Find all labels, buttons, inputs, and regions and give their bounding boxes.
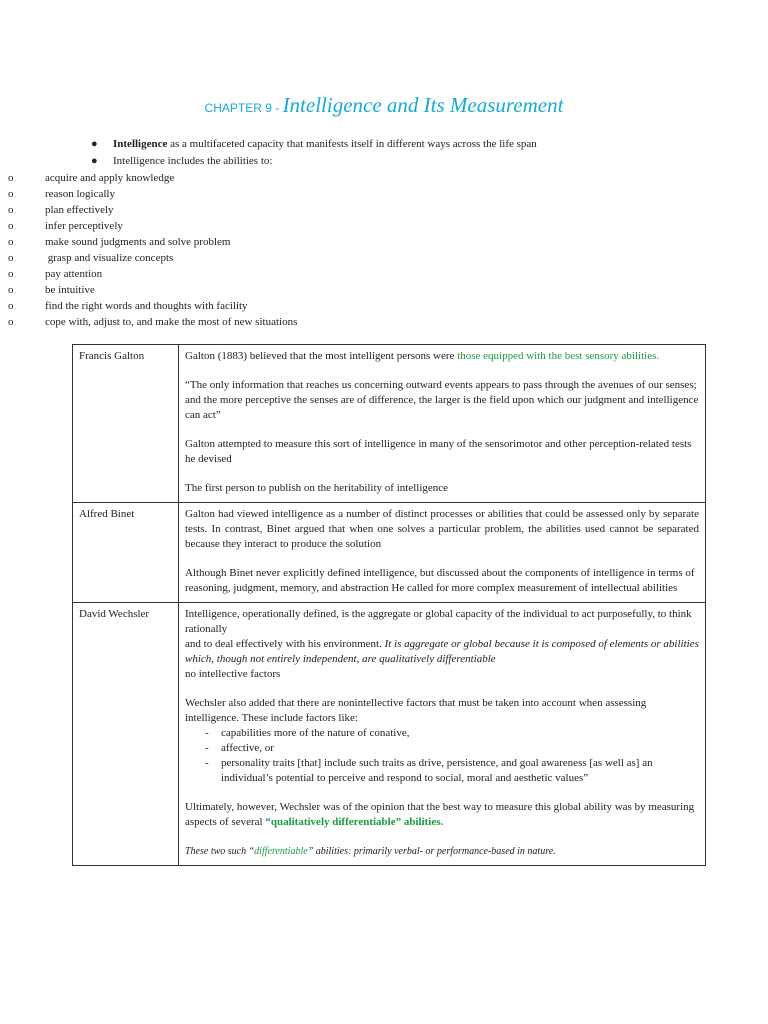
chapter-label: CHAPTER 9 - (204, 101, 283, 115)
intro-bullets (91, 136, 731, 170)
circle-bullet-icon: o (8, 204, 14, 216)
factor-item (195, 726, 699, 741)
bullet-icon: ● (91, 138, 98, 150)
theorist-name: David Wechsler (73, 603, 179, 866)
paragraph-text: ” abilities (307, 846, 348, 857)
paragraph: Although Binet never explicitly defined intelligence, but discussed about the components of intelligence in terms of reasoning, judgment, memory, and abstraction He called for more complex measurement of intellectual abilities (185, 567, 695, 594)
bullet-text: Intelligence includes the abilities to: (113, 155, 273, 167)
ability-item (8, 298, 708, 314)
table-row (73, 603, 706, 866)
paragraph-text: Galton (1883) believed that the most intelligent persons were (185, 350, 458, 362)
ability-text: be intuitive (45, 284, 95, 296)
factor-text: affective, or (221, 742, 274, 754)
paragraph (185, 349, 699, 364)
chapter-title (0, 93, 768, 118)
circle-bullet-icon: o (8, 188, 14, 200)
factor-text: personality traits [that] include such traits as drive, persistence, and goal awareness [as well as] an individual’s potential to perceive and respond to social, moral and aesthetic values” (221, 757, 653, 784)
circle-bullet-icon: o (8, 172, 14, 184)
circle-bullet-icon: o (8, 316, 14, 328)
ability-item (8, 250, 708, 266)
paragraph (185, 844, 699, 859)
paragraph-text: aspects of several (185, 816, 266, 828)
ability-item (8, 234, 708, 250)
chapter-heading: Intelligence and Its Measurement (282, 93, 564, 117)
italic-text: It is aggregate or global because it is composed of elements or abilities which, though not entirely independent, are qualitatively differentiable (185, 638, 699, 665)
ability-text: grasp and visualize concepts (45, 252, 174, 264)
factor-item (195, 756, 699, 786)
ability-item (8, 266, 708, 282)
factor-list (195, 726, 699, 786)
bullet-item (91, 136, 731, 153)
bullet-item (91, 153, 731, 170)
dash-bullet-icon: - (205, 757, 209, 769)
paragraph (185, 607, 699, 682)
paragraph-text: no intellective factors (185, 668, 281, 680)
bullet-text: as a multifaceted capacity that manifests itself in different ways across the life span (167, 138, 537, 150)
dash-bullet-icon: - (205, 727, 209, 739)
theorist-name: Alfred Binet (73, 503, 179, 603)
paragraph-text: and to deal effectively with his environment. (185, 638, 385, 650)
highlight-text: those equipped with the best sensory abilities. (457, 350, 660, 362)
theorist-description (179, 503, 706, 603)
ability-text: reason logically (45, 188, 115, 200)
ability-item (8, 282, 708, 298)
paragraph: Wechsler also added that there are nonintellective factors that must be taken into account when assessing intelligence. These include factors like: (185, 697, 647, 724)
ability-text: cope with, adjust to, and make the most of new situations (45, 316, 298, 328)
circle-bullet-icon: o (8, 300, 14, 312)
ability-text: plan effectively (45, 204, 114, 216)
ability-item (8, 202, 708, 218)
circle-bullet-icon: o (8, 252, 14, 264)
highlight-text: : (347, 846, 352, 857)
theorist-description (179, 603, 706, 866)
theorists-table (72, 344, 706, 866)
bullet-bold: Intelligence (113, 138, 168, 150)
table-row (73, 503, 706, 603)
ability-text: find the right words and thoughts with facility (45, 300, 248, 312)
ability-text: acquire and apply knowledge (45, 172, 175, 184)
bullet-icon: ● (91, 155, 98, 167)
paragraph: Galton had viewed intelligence as a number of distinct processes or abilities that could be assessed only by separate tests. In contrast, Binet argued that when one solves a particular problem, the abilities used cannot be separated because they interact to produce the solution (185, 508, 699, 550)
paragraph-text: Intelligence, operationally defined, is the aggregate or global capacity of the individual to act purposefully, to think rationally (185, 608, 692, 635)
paragraph-text: primarily verbal- or performance-based in nature. (351, 846, 556, 857)
paragraph-text: These two such “ (185, 846, 255, 857)
dash-bullet-icon: - (205, 742, 209, 754)
ability-item (8, 218, 708, 234)
ability-item (8, 314, 708, 330)
circle-bullet-icon: o (8, 268, 14, 280)
paragraph-text: Ultimately, however, Wechsler was of the opinion that the best way to measure this global ability was by measuring (185, 801, 695, 813)
paragraph (185, 800, 699, 830)
circle-bullet-icon: o (8, 236, 14, 248)
ability-text: make sound judgments and solve problem (45, 236, 231, 248)
factor-text: capabilities more of the nature of conative, (221, 727, 410, 739)
circle-bullet-icon: o (8, 284, 14, 296)
abilities-list (8, 170, 708, 330)
ability-item (8, 186, 708, 202)
ability-item (8, 170, 708, 186)
paragraph: “The only information that reaches us concerning outward events appears to pass through the avenues of our senses; and the more perceptive the senses are of difference, the larger is the field upon which our judgment and intelligence can act” (185, 379, 699, 421)
ability-text: pay attention (45, 268, 103, 280)
theorist-description (179, 345, 706, 503)
table-row (73, 345, 706, 503)
paragraph: Galton attempted to measure this sort of intelligence in many of the sensorimotor and other perception-related tests he devised (185, 438, 692, 465)
circle-bullet-icon: o (8, 220, 14, 232)
highlight-text: differentiable (254, 846, 308, 857)
ability-text: infer perceptively (45, 220, 123, 232)
factor-item (195, 741, 699, 756)
highlight-text: “qualitatively differentiable” abilities. (265, 816, 444, 828)
theorist-name: Francis Galton (73, 345, 179, 503)
paragraph: The first person to publish on the heritability of intelligence (185, 482, 449, 494)
